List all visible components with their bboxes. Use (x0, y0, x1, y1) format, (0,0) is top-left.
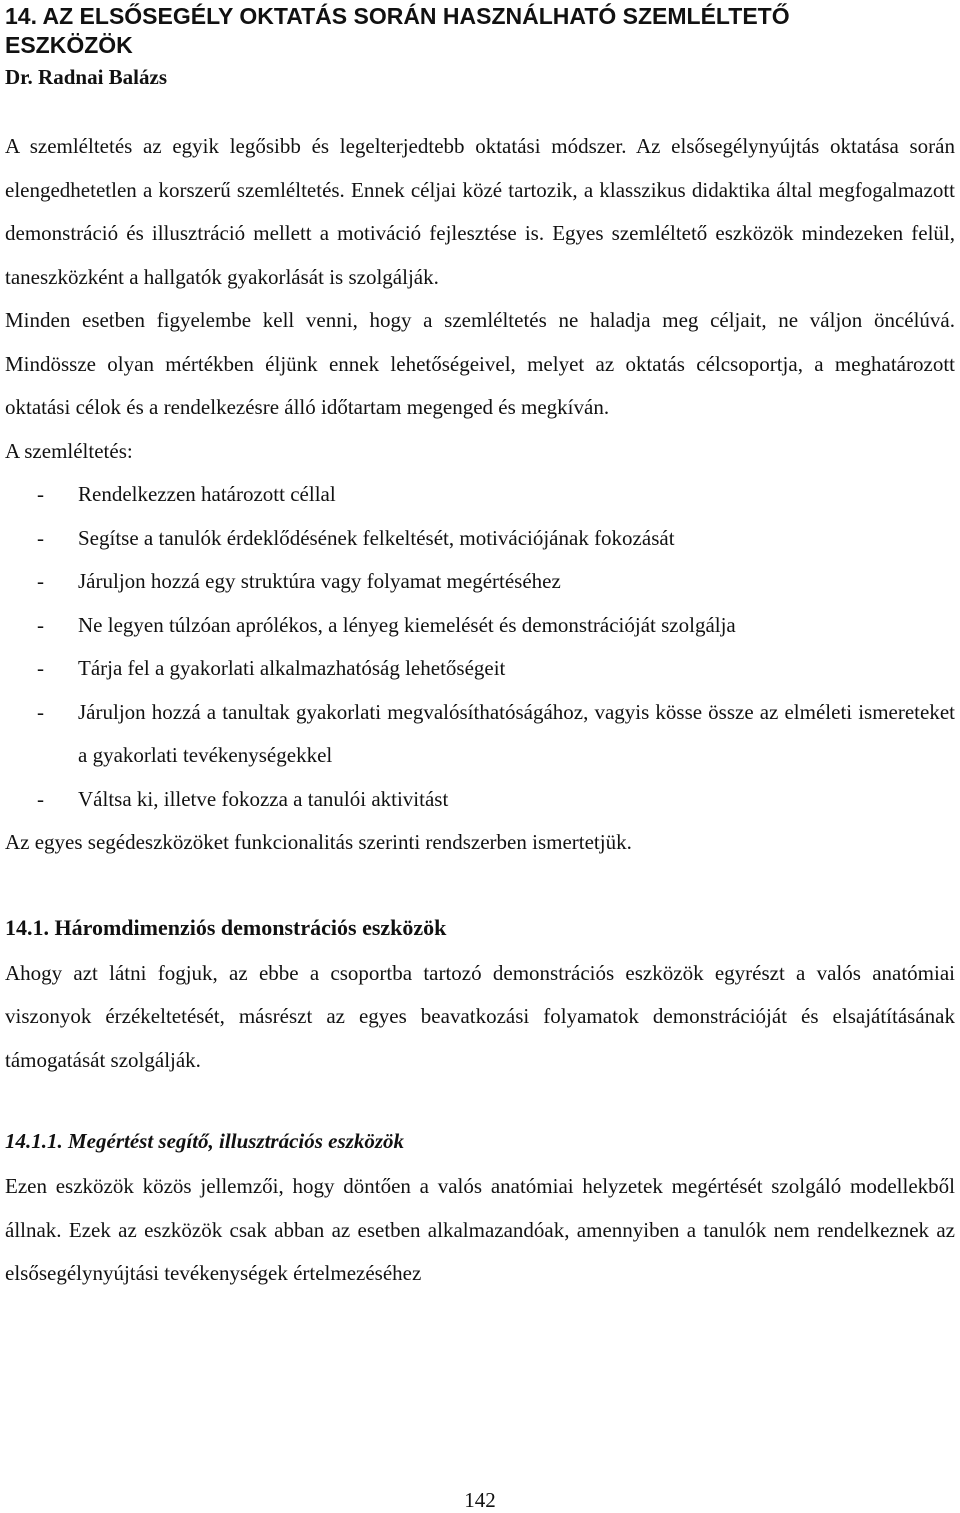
list-dash: - (37, 656, 44, 680)
chapter-title-line-1: 14. AZ ELSŐSEGÉLY OKTATÁS SORÁN HASZNÁLHATÓ SZEMLÉLTETŐ (5, 3, 790, 29)
list-item (5, 647, 955, 691)
section-paragraph: Ahogy azt látni fogjuk, az ebbe a csoportba tartozó demonstrációs eszközök egyrészt a valós anatómiai viszonyok érzékeltetését, másrészt az egyes beavatkozási folyamatok demonstrációját és elsajátításának támogatását szolgálják. (5, 960, 955, 1072)
list-item-text: Járuljon hozzá egy struktúra vagy folyamat megértéséhez (78, 569, 561, 593)
list-dash: - (37, 612, 44, 637)
list-dash: - (37, 482, 44, 506)
bullet-list (5, 473, 955, 821)
list-item-text: Járuljon hozzá a tanultak gyakorlati megvalósíthatóságához, vagyis kösse össze az elméleti ismereteket a gyakorlati tevékenységekkel (78, 699, 955, 767)
list-item-text: Ne legyen túlzóan aprólékos, a lényeg kiemelését és demonstrációját szolgálja (78, 612, 736, 637)
chapter-title-line-2: ESZKÖZÖK (5, 32, 133, 58)
list-item-text: Tárja fel a gyakorlati alkalmazhatóság lehetőségeit (78, 656, 506, 680)
list-item (5, 517, 955, 561)
list-dash: - (37, 786, 44, 811)
list-dash: - (37, 569, 44, 593)
document-page (5, 2, 955, 1296)
list-intro: A szemléltetés: (5, 438, 133, 463)
list-item (5, 604, 955, 648)
intro-paragraph: A szemléltetés az egyik legősibb és legelterjedtebb oktatási módszer. Az elsősegélynyújtás oktatása során elengedhetetlen a korszerű szemléltetés. Ennek céljai közé tartozik, a klasszikus didaktika által megfogalmazott demonstráció és illusztráció mellett a motiváció fejlesztése is. Egyes szemléltető eszközök mindezeken felül, taneszközként a hallgatók gyakorlását is szolgálják. (5, 134, 955, 289)
list-item-text: Segítse a tanulók érdeklődésének felkeltését, motivációjának fokozását (78, 525, 675, 550)
list-dash: - (37, 699, 44, 724)
list-item-text: Váltsa ki, illetve fokozza a tanulói aktivitást (78, 786, 449, 811)
list-item (5, 778, 955, 822)
subsection-heading: 14.1.1. Megértést segítő, illusztrációs eszközök (5, 1129, 405, 1153)
section-heading: 14.1. Háromdimenziós demonstrációs eszközök (5, 914, 447, 940)
list-item-text: Rendelkezzen határozott céllal (78, 482, 336, 506)
chapter-title (5, 2, 955, 60)
list-item (5, 691, 955, 778)
list-item (5, 560, 955, 604)
second-paragraph: Minden esetben figyelembe kell venni, hogy a szemléltetés ne haladja meg céljait, ne váljon öncélúvá. Mindössze olyan mértékben éljünk ennek lehetőségeivel, melyet az oktatás célcsoportja, a meghatározott oktatási célok és a rendelkezésre álló időtartam megenged és megkíván. (5, 308, 955, 419)
list-outro: Az egyes segédeszközöket funkcionalitás szerinti rendszerben ismertetjük. (5, 830, 632, 854)
author-name: Dr. Radnai Balázs (5, 65, 168, 89)
list-dash: - (37, 525, 44, 550)
list-item (5, 473, 955, 517)
subsection-paragraph: Ezen eszközök közös jellemzői, hogy döntően a valós anatómiai helyzetek megértését szolgáló modellekből állnak. Ezek az eszközök csak abban az esetben alkalmazandóak, amennyiben a tanulók nem rendelkeznek az elsősegélynyújtási tevékenységek értelmezéséhez (5, 1174, 955, 1285)
page-number: 142 (464, 1488, 496, 1512)
